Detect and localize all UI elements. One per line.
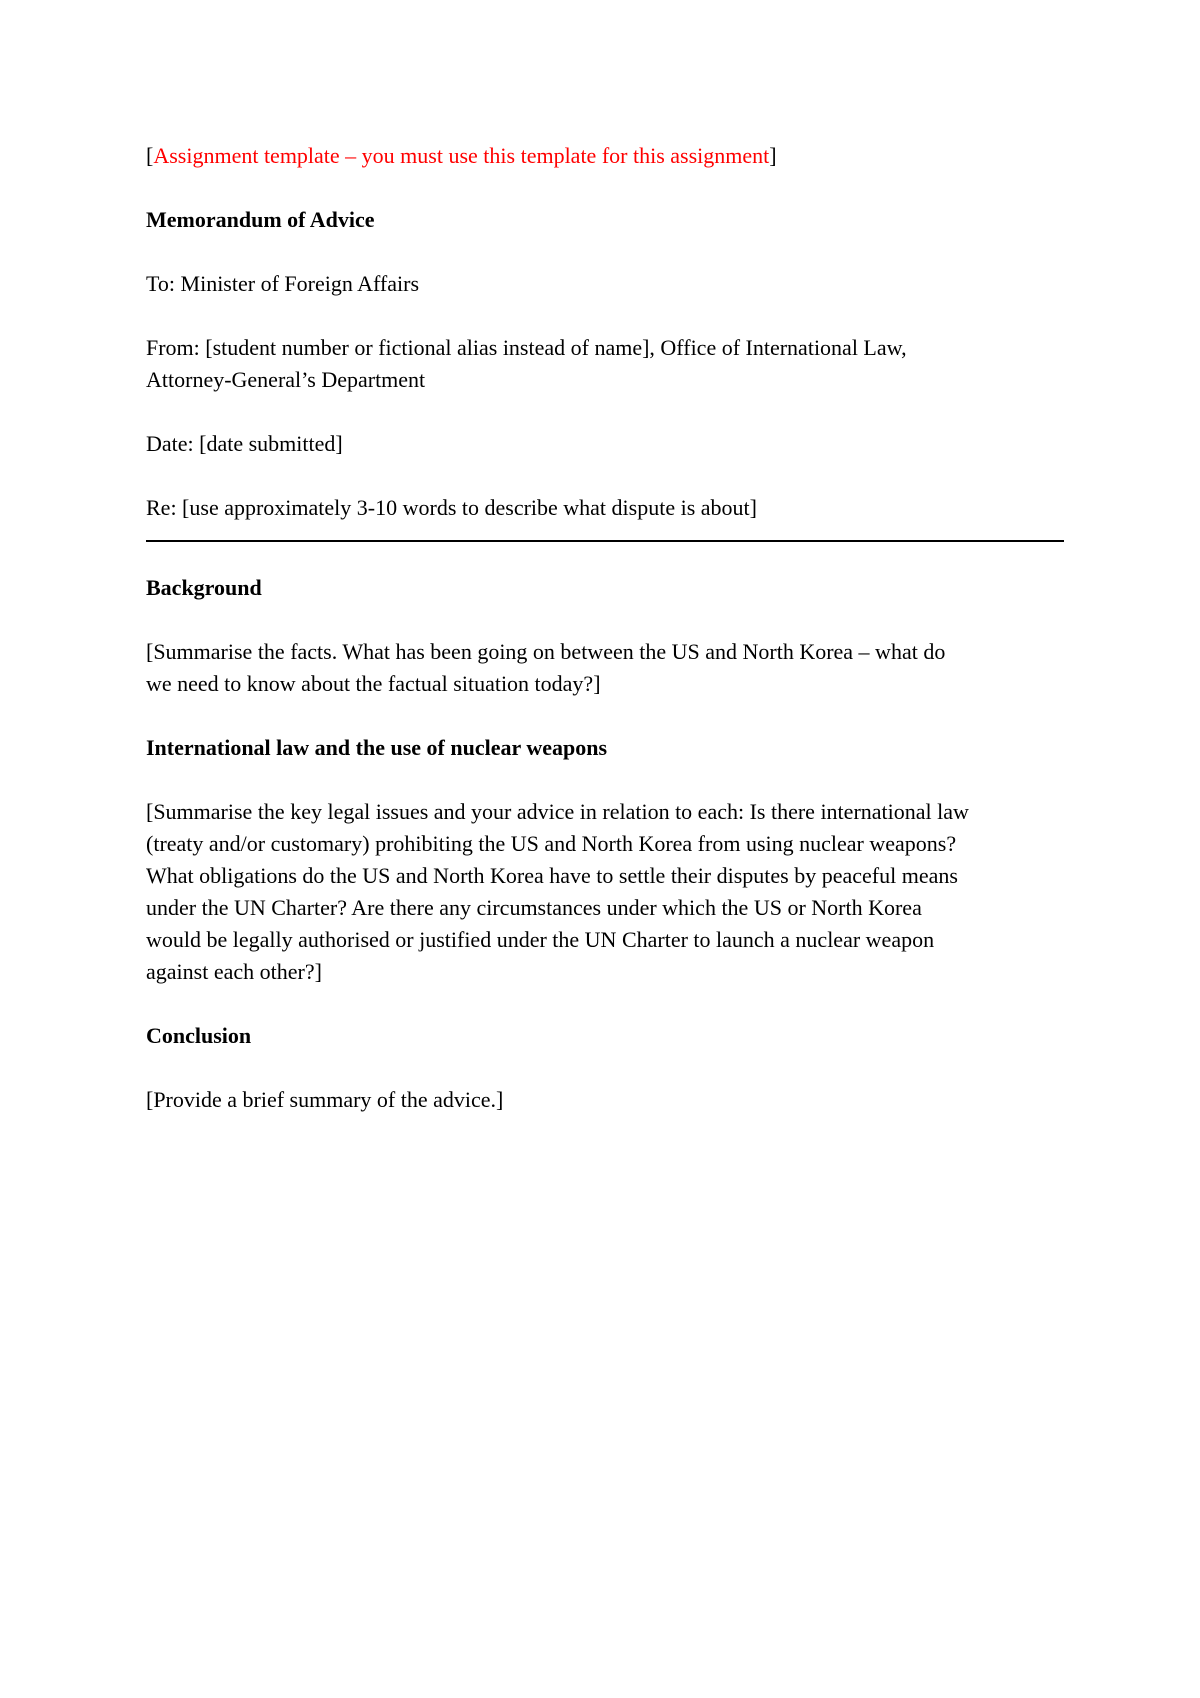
section-heading-conclusion: Conclusion bbox=[146, 1023, 252, 1048]
background-line-1: [Summarise the facts. What has been going on between the US and North Korea – what do bbox=[146, 639, 946, 664]
memo-title: Memorandum of Advice bbox=[146, 207, 375, 232]
notice-open-bracket: [ bbox=[146, 143, 154, 168]
intl-law-line-3: What obligations do the US and North Korea have to settle their disputes by peaceful means bbox=[146, 863, 958, 888]
intl-law-line-5: would be legally authorised or justified under the UN Charter to launch a nuclear weapon bbox=[146, 927, 935, 952]
intl-law-line-1: [Summarise the key legal issues and your advice in relation to each: Is there international law bbox=[146, 799, 969, 824]
date-line: Date: [date submitted] bbox=[146, 431, 343, 456]
section-heading-background: Background bbox=[146, 575, 262, 600]
section-body-background bbox=[146, 636, 1066, 700]
from-block bbox=[146, 332, 1066, 396]
intl-law-line-2: (treaty and/or customary) prohibiting the US and North Korea from using nuclear weapons? bbox=[146, 831, 957, 856]
memo-page bbox=[146, 140, 1066, 1116]
to-line: To: Minister of Foreign Affairs bbox=[146, 271, 420, 296]
intl-law-line-6: against each other?] bbox=[146, 959, 322, 984]
section-heading-international-law: International law and the use of nuclear weapons bbox=[146, 735, 608, 760]
template-notice bbox=[146, 140, 1066, 172]
notice-close-bracket: ] bbox=[769, 143, 777, 168]
background-line-2: we need to know about the factual situation today?] bbox=[146, 671, 601, 696]
section-body-conclusion bbox=[146, 1084, 1066, 1116]
re-line: Re: [use approximately 3-10 words to describe what dispute is about] bbox=[146, 495, 757, 520]
from-line-1: From: [student number or fictional alias instead of name], Office of International Law, bbox=[146, 335, 907, 360]
section-body-international-law bbox=[146, 796, 1066, 988]
conclusion-line-1: [Provide a brief summary of the advice.] bbox=[146, 1087, 504, 1112]
notice-text: Assignment template – you must use this template for this assignment bbox=[153, 143, 770, 168]
header-divider bbox=[146, 540, 1064, 542]
intl-law-line-4: under the UN Charter? Are there any circumstances under which the US or North Korea bbox=[146, 895, 922, 920]
from-line-2: Attorney-General’s Department bbox=[146, 367, 426, 392]
